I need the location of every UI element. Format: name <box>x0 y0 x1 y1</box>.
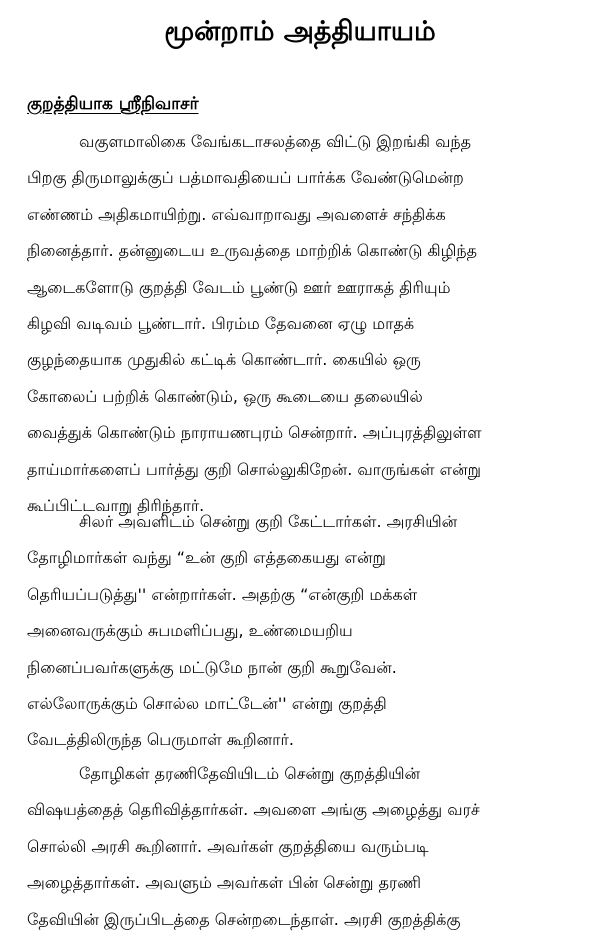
text-line: தோழிமார்கள் வந்து “உன் குறி எத்தகையது என்று <box>27 548 386 568</box>
text-line: கிழவி வடிவம் பூண்டார். பிரம்ம தேவனை ஏழு மாதக் <box>27 314 415 334</box>
text-line: நினைப்பவர்களுக்கு மட்டுமே நான் குறி கூறுவேன். <box>27 657 397 677</box>
text-line: தோழிகள் தரணிதேவியிடம் சென்று குறத்தியின் <box>79 764 421 783</box>
text-line: நினைத்தார். தன்னுடைய உருவத்தை மாற்றிக் கொண்டு கிழிந்த <box>27 241 478 261</box>
text-line: வேடத்திலிருந்த பெருமாள் கூறினார். <box>27 730 294 750</box>
text-line: தாய்மார்களைப் பார்த்து குறி சொல்லுகிறேன். வாருங்கள் என்று <box>27 459 482 479</box>
text-line: வைத்துக் கொண்டும் நாராயணபுரம் சென்றார். அப்புரத்திலுள்ள <box>27 423 482 443</box>
text-line: அழைத்தார்கள். அவளும் அவர்கள் பின் சென்று தரணி <box>27 873 422 893</box>
text-line: கூப்பிட்டவாறு திரிந்தார். <box>27 496 205 516</box>
text-line: கோலைப் பற்றிக் கொண்டும், ஒரு கூடையை தலையில் <box>27 386 423 406</box>
text-line: அனைவருக்கும் சுபமளிப்பது, உண்மையறிய <box>27 621 353 641</box>
text-line: குழந்தையாக முதுகில் கட்டிக் கொண்டார். கையில் ஒரு <box>27 350 421 370</box>
paragraph-1 <box>27 124 575 524</box>
text-line: ஆடைகளோடு குறத்தி வேடம் பூண்டு ஊர் ஊராகத் திரியும் <box>27 277 451 297</box>
text-line: வகுளமாலிகை வேங்கடாசலத்தை விட்டு இறங்கி வந்த <box>79 132 472 151</box>
text-line: சிலர் அவளிடம் சென்று குறி கேட்டார்கள். அரசியின் <box>79 512 458 531</box>
text-line: சொல்லி அரசி கூறினார். அவர்கள் குறத்தியை வரும்படி <box>27 836 429 856</box>
text-line: எல்லோருக்கும் சொல்ல மாட்டேன்'' என்று குறத்தி <box>27 694 387 714</box>
paragraph-3 <box>27 756 575 938</box>
chapter-title: மூன்றாம் அத்தியாயம் <box>164 16 436 47</box>
text-line: தேவியின் இருப்பிடத்தை சென்றடைந்தாள். அரசி குறத்திக்கு <box>27 909 461 929</box>
text-line: விஷயத்தைத் தெரிவித்தார்கள். அவளை அங்கு அழைத்து வரச் <box>27 800 480 820</box>
text-line: பிறகு திருமாலுக்குப் பத்மாவதியைப் பார்க்க வேண்டுமென்ற <box>27 168 464 188</box>
section-heading: குறத்தியாக ஸ்ரீநிவாசர் <box>27 94 199 114</box>
text-line: எண்ணம் அதிகமாயிற்று. எவ்வாறாவது அவளைச் சந்திக்க <box>27 204 446 224</box>
text-line: தெரியப்படுத்து'' என்றார்கள். அதற்கு “என்குறி மக்கள் <box>27 584 418 604</box>
paragraph-2 <box>27 504 575 759</box>
